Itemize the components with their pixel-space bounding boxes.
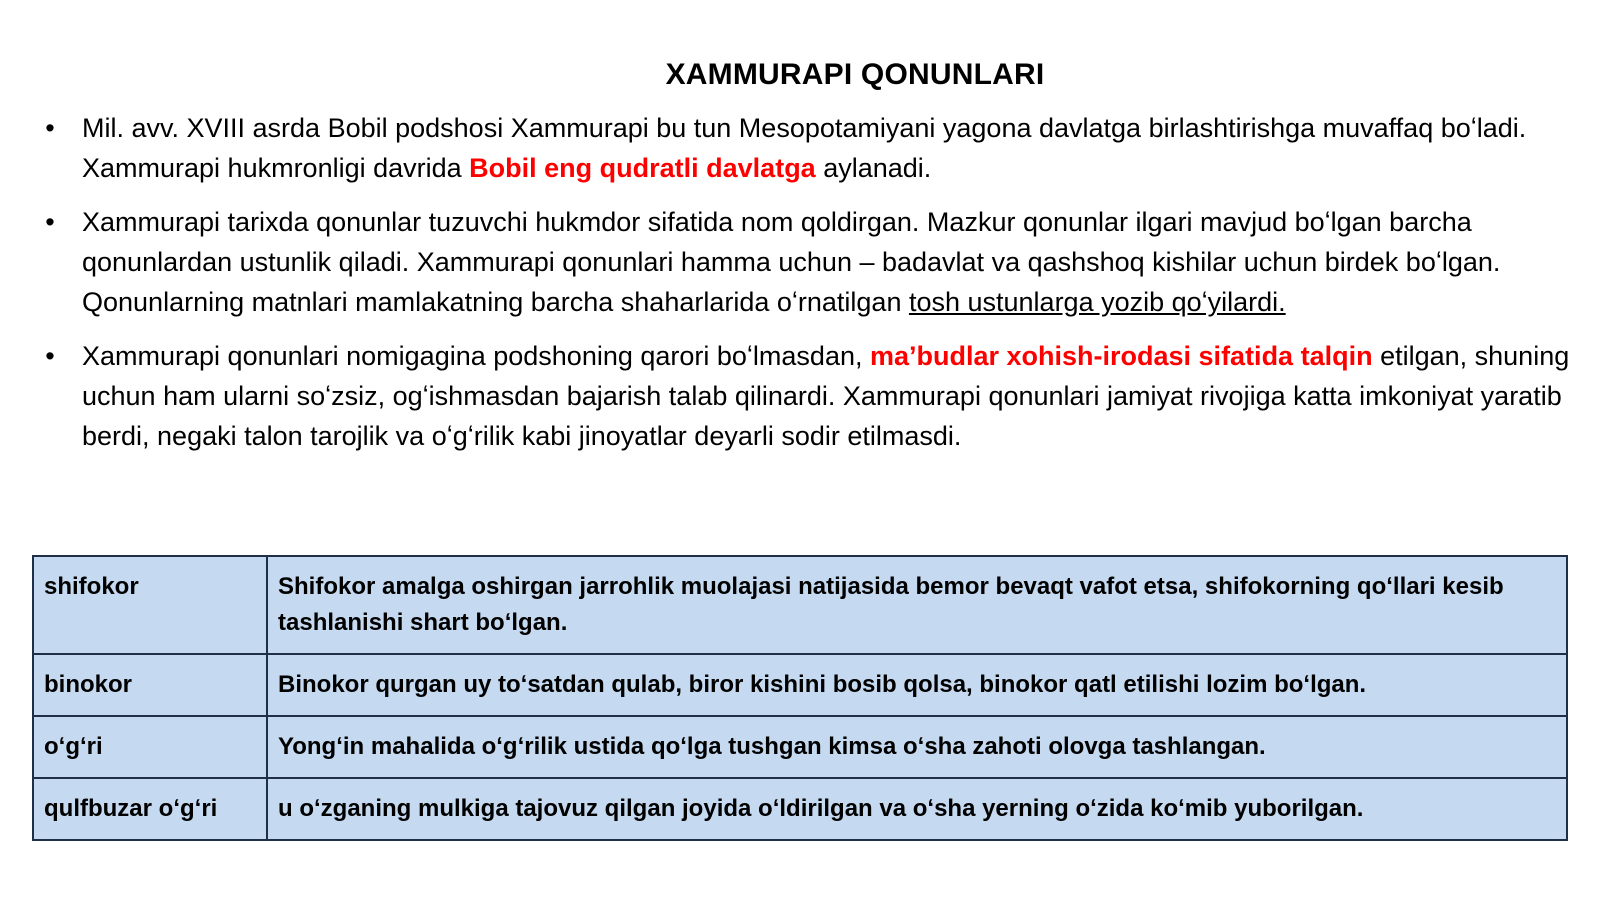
term-cell: oʻgʻri: [33, 716, 267, 778]
bullet-text: Mil. avv. XVIII asrda Bobil podshosi Xammurapi bu tun Mesopotamiyani yagona davlatga birlashtirishga muvaffaq boʻladi. Xammurapi hukmronligi davrida: [82, 113, 1527, 183]
law-cell: Binokor qurgan uy toʻsatdan qulab, biror kishini bosib qolsa, binokor qatl etilishi lozim boʻlgan.: [267, 654, 1567, 716]
bullet-text: Xammurapi tarixda qonunlar tuzuvchi hukmdor sifatida nom qoldirgan. Mazkur qonunlar ilgari mavjud boʻlgan barcha qonunlardan ustunlik qiladi. Xammurapi qonunlari hamma uchun – badavlat va qashshoq kishilar uchun birdek boʻlgan. Qonunlarning matnlari mamlakatning barcha shaharlarida oʻrnatilgan: [82, 207, 1501, 317]
law-cell: Shifokor amalga oshirgan jarrohlik muolajasi natijasida bemor bevaqt vafot etsa, shifokorning qoʻllari kesib tashlanishi shart boʻlgan.: [267, 556, 1567, 654]
underlined-text: tosh ustunlarga yozib qoʻyilardi.: [908, 287, 1286, 317]
bullet-list: [40, 108, 1570, 470]
term-cell: binokor: [33, 654, 267, 716]
bullet-text: aylanadi.: [815, 153, 932, 183]
bullet-item: [40, 108, 1570, 188]
bullet-marker: •: [45, 341, 55, 371]
term-cell: qulfbuzar oʻgʻri: [33, 778, 267, 840]
law-cell: u oʻzganing mulkiga tajovuz qilgan joyida oʻldirilgan va oʻsha yerning oʻzida koʻmib yuborilgan.: [267, 778, 1567, 840]
laws-table: [32, 555, 1568, 841]
table-row: [33, 716, 1567, 778]
bullet-marker: •: [45, 207, 55, 237]
table-row: [33, 778, 1567, 840]
highlighted-text: Bobil eng qudratli davlatga: [469, 153, 816, 183]
bullet-marker: •: [45, 113, 55, 143]
law-cell: Yongʻin mahalida oʻgʻrilik ustida qoʻlga tushgan kimsa oʻsha zahoti olovga tashlangan.: [267, 716, 1567, 778]
slide-title: XAMMURAPI QONUNLARI: [665, 58, 1045, 91]
bullet-text: etilgan, shuning uchun ham ularni soʻzsiz, ogʻishmasdan bajarish talab qilinardi. Xammurapi qonunlari jamiyat rivojiga katta imkoniyat yaratib berdi, negaki talon tarojlik va oʻgʻrilik kabi jinoyatlar deyarli sodir etilmasdi.: [82, 341, 1570, 451]
bullet-item: [40, 336, 1570, 456]
table-row: [33, 556, 1567, 654]
bullet-text: Xammurapi qonunlari nomigagina podshoning qarori boʻlmasdan,: [82, 341, 870, 371]
highlighted-text: ma’budlar xohish-irodasi sifatida talqin: [869, 341, 1373, 371]
table-row: [33, 654, 1567, 716]
bullet-item: [40, 202, 1570, 322]
term-cell: shifokor: [33, 556, 267, 654]
